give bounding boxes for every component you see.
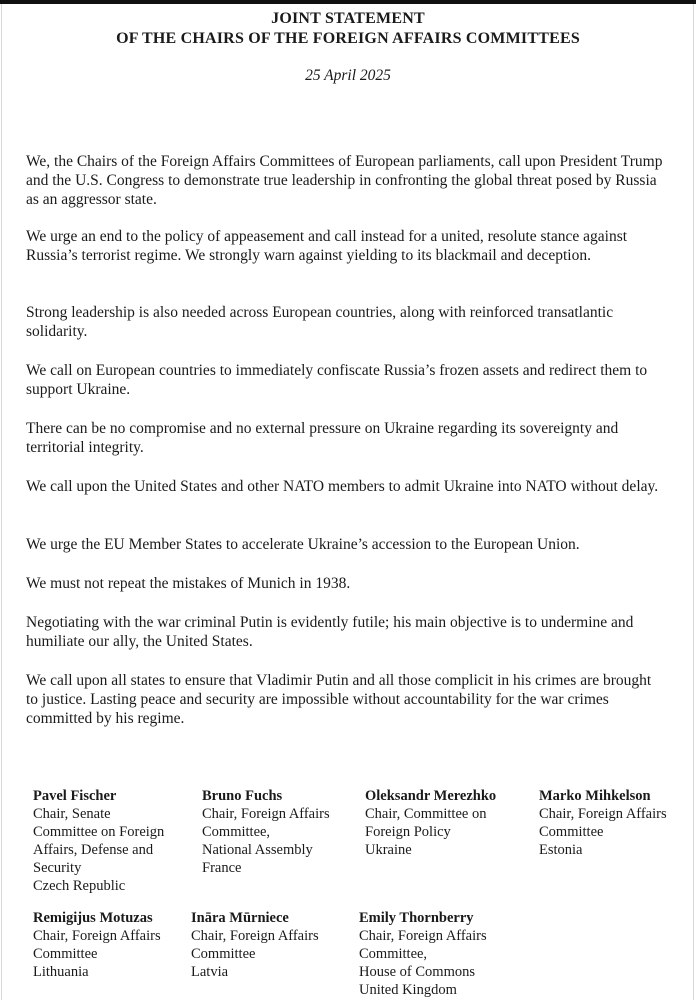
paragraph-6: We call upon the United States and other NATO members to admit Ukraine into NATO without delay. — [26, 478, 659, 495]
signatory-title: Chair, Foreign Affairs — [539, 806, 667, 822]
signatory-title: House of Commons — [359, 964, 475, 980]
paragraph-4: We call on European countries to immediately confiscate Russia’s frozen assets and redirect them to support Ukraine. — [26, 362, 648, 398]
signatory-title: Chair, Foreign Affairs — [33, 928, 161, 944]
paragraph-8: We must not repeat the mistakes of Munich in 1938. — [26, 575, 351, 592]
signatory-title: Committee, — [202, 824, 271, 840]
paragraph-7: We urge the EU Member States to accelerate Ukraine’s accession to the European Union. — [26, 536, 580, 553]
signatory-name: Oleksandr Merezhko — [365, 788, 497, 804]
signatory-7 — [359, 909, 487, 999]
paragraph-2: We urge an end to the policy of appeasement and call instead for a united, resolute stance against Russia’s terrorist regime. We strongly warn against yielding to its blackmail and deception. — [26, 228, 628, 264]
signatory-title: Foreign Policy — [365, 824, 451, 840]
signatory-name: Bruno Fuchs — [202, 788, 283, 804]
signatory-country: Latvia — [191, 964, 229, 980]
paragraph-5: There can be no compromise and no external pressure on Ukraine regarding its sovereignty and territorial integrity. — [26, 420, 619, 456]
signatory-6 — [191, 909, 319, 981]
signatory-title: Committee — [33, 946, 98, 962]
signatory-1 — [33, 787, 164, 895]
signatory-country: Czech Republic — [33, 878, 126, 894]
statement-date: 25 April 2025 — [305, 67, 391, 84]
signatory-title: Chair, Foreign Affairs — [202, 806, 330, 822]
title-line-1: JOINT STATEMENT — [271, 10, 425, 27]
signatory-name: Ināra Mūrniece — [191, 910, 289, 926]
title-line-2: OF THE CHAIRS OF THE FOREIGN AFFAIRS COMMITTEES — [116, 30, 580, 47]
signatory-title: Committee on Foreign — [33, 824, 165, 840]
paragraph-1: We, the Chairs of the Foreign Affairs Committees of European parliaments, call upon President Trump and the U.S. Congress to demonstrate true leadership in confronting the global threat posed by Russia as an aggressor state. — [26, 153, 663, 208]
signatory-title: Chair, Committee on — [365, 806, 487, 822]
signatory-title: National Assembly — [202, 842, 313, 858]
signatory-title: Committee — [539, 824, 604, 840]
signatory-3 — [365, 787, 496, 859]
paragraph-9: Negotiating with the war criminal Putin is evidently futile; his main objective is to undermine and humiliate our ally, the United States. — [26, 614, 634, 650]
signatory-country: Ukraine — [365, 842, 412, 858]
signatory-title: Committee, — [359, 946, 428, 962]
signatory-country: Lithuania — [33, 964, 89, 980]
signatory-title: Security — [33, 860, 82, 876]
signatory-country: Estonia — [539, 842, 583, 858]
signatory-name: Pavel Fischer — [33, 788, 117, 804]
signatory-name: Emily Thornberry — [359, 910, 474, 926]
paragraph-3: Strong leadership is also needed across European countries, along with reinforced transatlantic solidarity. — [26, 304, 614, 340]
signatory-5 — [33, 909, 161, 981]
signatory-name: Marko Mihkelson — [539, 788, 651, 804]
signatory-title: Chair, Foreign Affairs — [191, 928, 319, 944]
signatory-country: United Kingdom — [359, 982, 457, 998]
signatory-title: Affairs, Defense and — [33, 842, 154, 858]
paragraph-10: We call upon all states to ensure that Vladimir Putin and all those complicit in his crimes are brought to justice. Lasting peace and security are impossible without accountability for the war crimes committed by his regime. — [26, 672, 652, 727]
signatory-title: Chair, Foreign Affairs — [359, 928, 487, 944]
signatory-title: Chair, Senate — [33, 806, 111, 822]
signatory-title: Committee — [191, 946, 256, 962]
signatory-2 — [202, 787, 330, 877]
signatory-name: Remigijus Motuzas — [33, 910, 153, 926]
signatory-country: France — [202, 860, 242, 876]
signatory-4 — [539, 787, 667, 859]
